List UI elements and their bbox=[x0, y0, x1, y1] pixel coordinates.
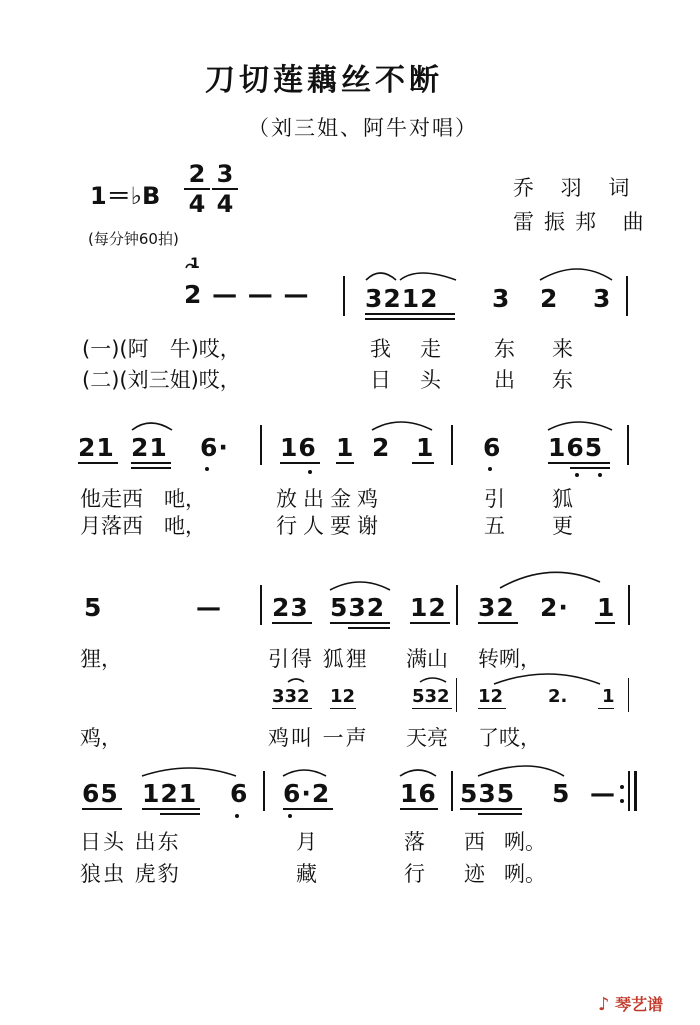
slur bbox=[132, 423, 172, 430]
slur bbox=[494, 674, 600, 684]
page-subtitle: （刘三姐、阿牛对唱） bbox=[248, 116, 478, 140]
slur bbox=[283, 770, 326, 776]
slur bbox=[478, 766, 564, 776]
note-group: 535 bbox=[460, 779, 516, 808]
note-group: 12 bbox=[410, 593, 447, 622]
slur bbox=[400, 770, 436, 776]
lyric: 了哎， bbox=[478, 726, 541, 750]
grace-note: 1 bbox=[190, 256, 200, 272]
key-signature: 1＝♭B bbox=[90, 182, 161, 210]
note-group-pickup: 2 — — — bbox=[184, 280, 310, 309]
slur bbox=[540, 269, 612, 280]
note-group: 65 bbox=[82, 779, 119, 808]
slur bbox=[372, 422, 432, 430]
note-group: 16 bbox=[280, 433, 317, 462]
alt-note: 2. bbox=[548, 686, 568, 707]
note: 2 bbox=[372, 433, 391, 462]
note: 1 bbox=[336, 433, 355, 462]
note: 6· bbox=[200, 433, 229, 462]
lyric: 鸡， bbox=[80, 726, 122, 750]
lyric: 转咧， bbox=[478, 647, 541, 671]
note: 3 bbox=[593, 284, 612, 313]
lyric: 东 bbox=[494, 337, 515, 361]
note: 3 bbox=[492, 284, 511, 313]
lyric: 更 bbox=[552, 514, 573, 538]
lyric: 来 bbox=[552, 337, 573, 361]
lyric: 咧。 bbox=[504, 830, 546, 854]
lyric: 迹 bbox=[464, 862, 485, 886]
note-group: 16 bbox=[400, 779, 437, 808]
slur bbox=[330, 582, 390, 590]
lyric: 落 bbox=[404, 830, 425, 854]
alt-note-group: 532 bbox=[412, 686, 450, 707]
lyric: 引 bbox=[484, 487, 505, 511]
note-group: 23 bbox=[272, 593, 309, 622]
lyric: 日头 出东 bbox=[80, 830, 181, 854]
lyric: 行 bbox=[404, 862, 425, 886]
watermark-brand: 琴艺谱 bbox=[615, 995, 664, 1014]
time-sig-a-bottom: 4 bbox=[188, 190, 206, 218]
lyric: 月 bbox=[296, 830, 317, 854]
lyric: 放出金鸡 bbox=[276, 487, 384, 511]
lyric: 狸， bbox=[80, 647, 122, 671]
note-group: 532 bbox=[330, 593, 386, 622]
rest-dash: — bbox=[590, 779, 616, 808]
lyric: 狼虫 虎豹 bbox=[80, 862, 181, 886]
lyric: 他走西 吔， bbox=[80, 487, 206, 511]
alt-note-group: 12 bbox=[478, 686, 504, 707]
lyricist-credit: 乔 羽 词 bbox=[513, 176, 640, 200]
lyric: 引得 狐狸 bbox=[268, 647, 369, 671]
lyric: 月落西 吔， bbox=[80, 514, 206, 538]
note-group: 6·2 bbox=[283, 779, 331, 808]
note-group: 121 bbox=[142, 779, 198, 808]
lyric: 藏 bbox=[296, 862, 317, 886]
slur bbox=[142, 768, 236, 776]
slur bbox=[186, 264, 194, 268]
slur bbox=[500, 572, 600, 588]
lyric: 满山 bbox=[406, 647, 448, 671]
lyric-verse1-intro: (一)(阿 牛)哎， bbox=[82, 337, 241, 361]
note: 2 bbox=[540, 284, 559, 313]
slur bbox=[548, 422, 612, 430]
lyric: 鸡叫 一声 bbox=[268, 726, 369, 750]
lyric: 我 bbox=[370, 337, 391, 361]
note-group: 21 bbox=[78, 433, 115, 462]
composer-credit: 雷振邦 曲 bbox=[513, 210, 654, 234]
alt-note: 1 bbox=[602, 686, 615, 707]
tempo-marking: (每分钟60拍) bbox=[88, 230, 179, 248]
slur bbox=[400, 273, 456, 280]
note-group: 165 bbox=[548, 433, 604, 462]
alt-note-group: 332 bbox=[272, 686, 310, 707]
lyric: 行人要谢 bbox=[276, 514, 384, 538]
note: 1 bbox=[597, 593, 616, 622]
slur bbox=[420, 678, 446, 682]
page-title: 刀切莲藕丝不断 bbox=[205, 63, 443, 98]
time-sig-b-top: 3 bbox=[216, 160, 234, 188]
lyric-verse2-intro: (二)(刘三姐)哎， bbox=[82, 368, 241, 392]
lyric: 日 bbox=[370, 368, 391, 392]
note: 6 bbox=[483, 433, 502, 462]
note: 2· bbox=[540, 593, 569, 622]
lyric: 五 bbox=[484, 514, 505, 538]
note: 5 bbox=[552, 779, 571, 808]
note: 5 bbox=[84, 593, 103, 622]
slur bbox=[366, 273, 396, 280]
time-sig-a-top: 2 bbox=[188, 160, 206, 188]
watermark bbox=[598, 992, 663, 1015]
note-group: 21 bbox=[131, 433, 168, 462]
note-group: 32 bbox=[478, 593, 515, 622]
lyric: 天亮 bbox=[406, 726, 448, 750]
lyric: 头 bbox=[420, 368, 441, 392]
note: 1 bbox=[416, 433, 435, 462]
lyric: 西 bbox=[464, 830, 485, 854]
slur bbox=[288, 679, 304, 682]
lyric: 咧。 bbox=[504, 862, 546, 886]
music-note-icon: ♪ bbox=[598, 994, 610, 1015]
lyric: 走 bbox=[420, 337, 441, 361]
note-group: 3212 bbox=[365, 284, 439, 313]
rest-dash: — bbox=[196, 593, 222, 622]
time-sig-b-bottom: 4 bbox=[216, 190, 234, 218]
lyric: 东 bbox=[552, 368, 573, 392]
lyric: 狐 bbox=[552, 487, 573, 511]
alt-note-group: 12 bbox=[330, 686, 356, 707]
lyric: 出 bbox=[494, 368, 515, 392]
note: 6 bbox=[230, 779, 249, 808]
